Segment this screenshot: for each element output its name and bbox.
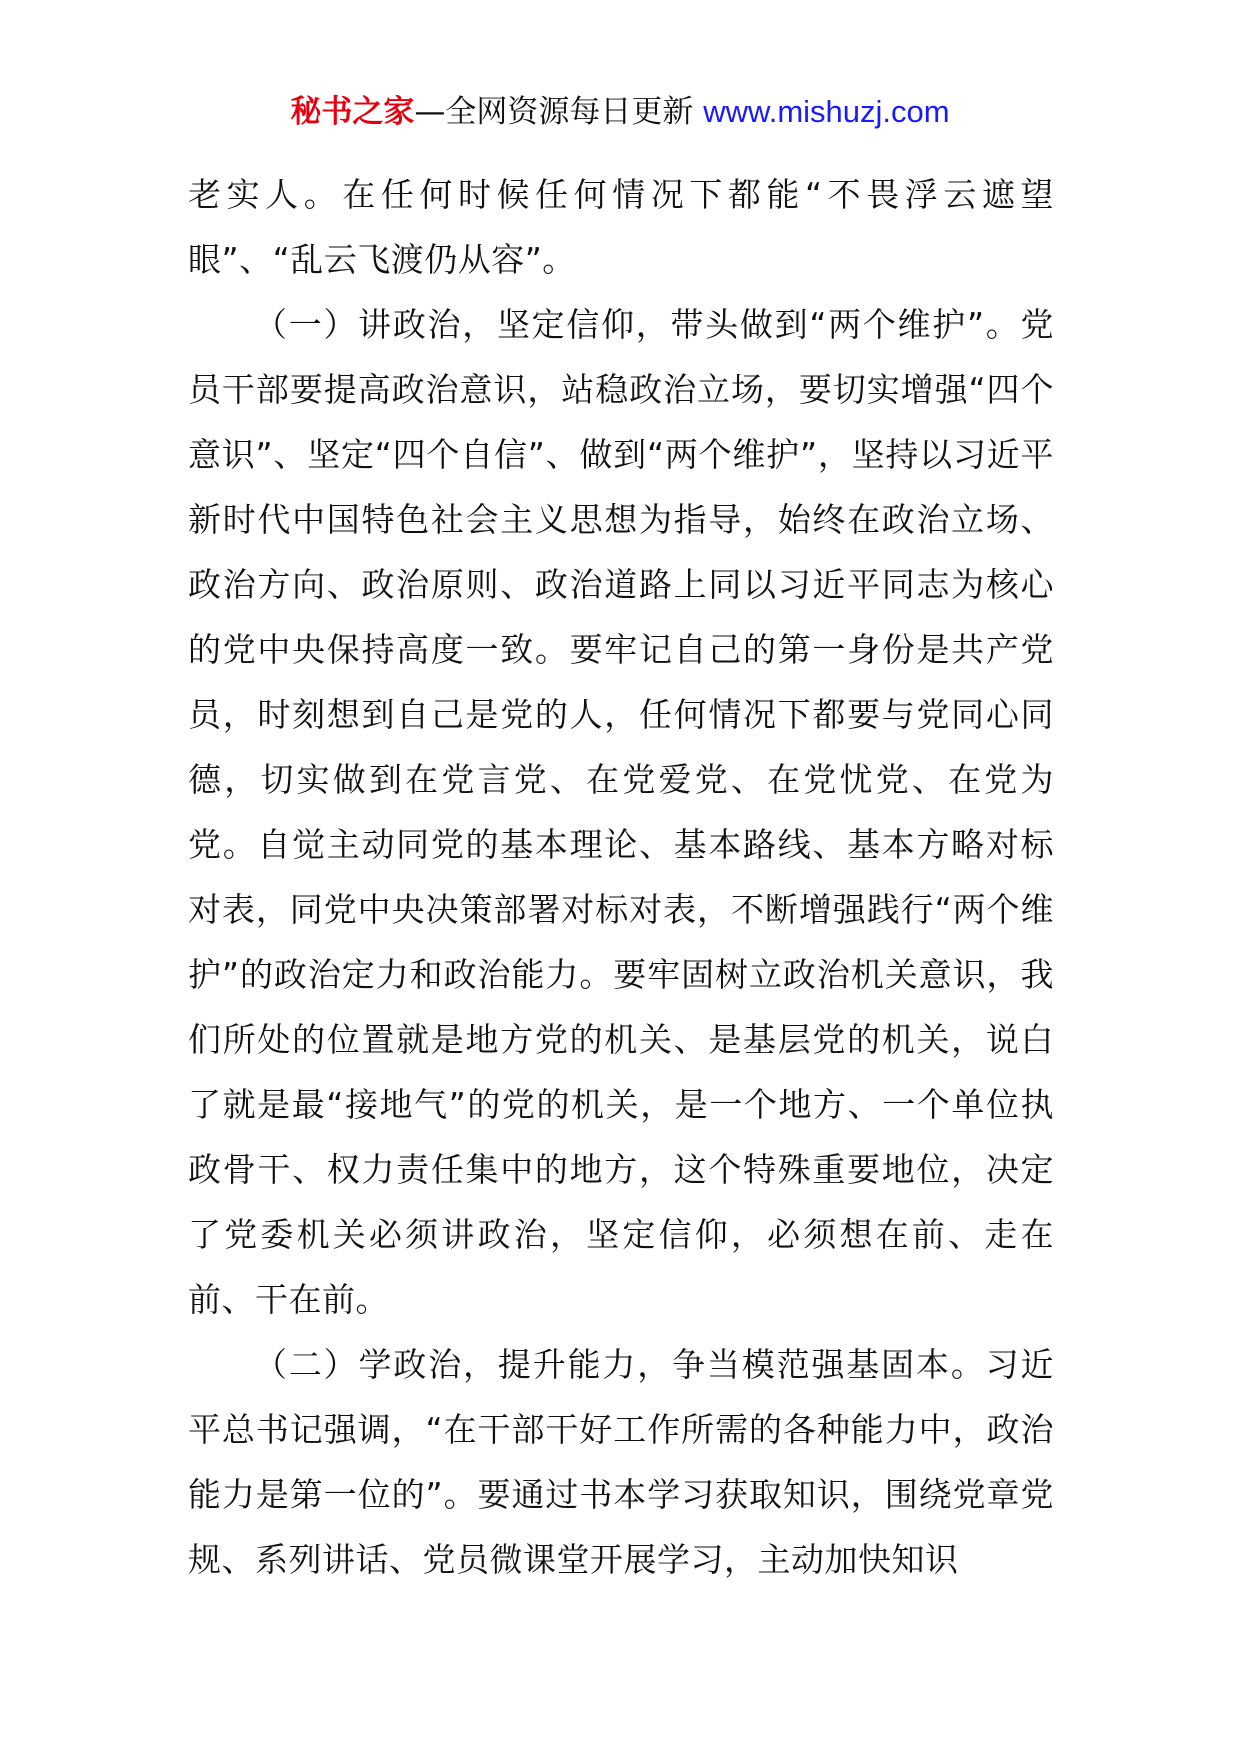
- site-header: [0, 92, 1240, 132]
- document-body: [188, 162, 1054, 1592]
- paragraph-continued: 老实人。在任何时候任何情况下都能“不畏浮云遮望眼”、“乱云飞渡仍从容”。: [188, 175, 1054, 279]
- paragraph-section-two: （二）学政治，提升能力，争当模范强基固本。习近平总书记强调，“在干部干好工作所需的各种能力中，政治能力是第一位的”。要通过书本学习获取知识，围绕党章党规、系列讲话、党员微课堂开展学习，主动加快知识: [188, 1345, 1054, 1579]
- site-url-link[interactable]: www.mishuzj.com: [703, 94, 950, 129]
- paragraph-section-one: （一）讲政治，坚定信仰，带头做到“两个维护”。党员干部要提高政治意识，站稳政治立场，要切实增强“四个意识”、坚定“四个自信”、做到“两个维护”，坚持以习近平新时代中国特色社会主义思想为指导，始终在政治立场、政治方向、政治原则、政治道路上同以习近平同志为核心的党中央保持高度一致。要牢记自己的第一身份是共产党员，时刻想到自己是党的人，任何情况下都要与党同心同德，切实做到在党言党、在党爱党、在党忧党、在党为党。自觉主动同党的基本理论、基本路线、基本方略对标对表，同党中央决策部署对标对表，不断增强践行“两个维护”的政治定力和政治能力。要牢固树立政治机关意识，我们所处的位置就是地方党的机关、是基层党的机关，说白了就是最“接地气”的党的机关，是一个地方、一个单位执政骨干、权力责任集中的地方，这个特殊重要地位，决定了党委机关必须讲政治，坚定信仰，必须想在前、走在前、干在前。: [188, 305, 1054, 1319]
- site-tagline: —全网资源每日更新: [414, 94, 704, 130]
- site-brand: 秘书之家: [290, 94, 415, 130]
